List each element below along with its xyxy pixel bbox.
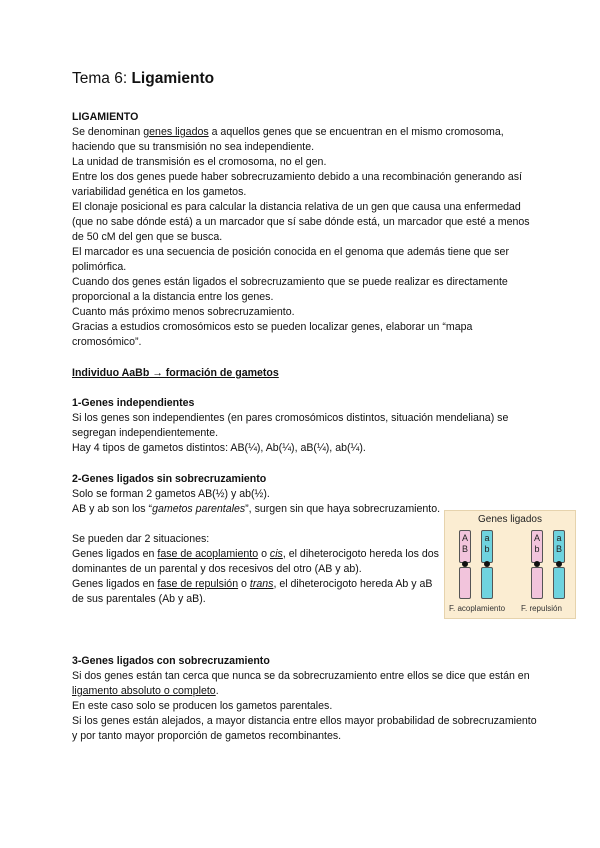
paragraph: Se denominan genes ligados a aquellos genes que se encuentran en el mismo cromosoma, haciendo que su transmisión no sea independiente. xyxy=(72,126,504,153)
paragraph: El marcador es una secuencia de posición conocida en el genoma que además tiene que ser polimórfica. xyxy=(72,246,509,273)
figure-title: Genes ligados xyxy=(478,514,542,525)
paragraph: Hay 4 tipos de gametos distintos: AB(¼), Ab(¼), aB(¼), ab(¼). xyxy=(72,442,366,454)
subsection-heading: 3-Genes ligados con sobrecruzamiento xyxy=(72,655,270,667)
paragraph: Genes ligados en fase de repulsión o trans, el diheterocigoto hereda Ab y aB de sus parentales (Ab y aB). xyxy=(72,578,433,605)
section-gametos xyxy=(72,366,542,381)
paragraph: Si dos genes están tan cerca que nunca se da sobrecruzamiento entre ellos se dice que están en ligamento absoluto o completo. xyxy=(72,670,530,697)
paragraph: Genes ligados en fase de acoplamiento o cis, el diheterocigoto hereda los dos dominantes de un parental y dos recesivos del otro (AB y ab). xyxy=(72,548,439,575)
caption-repulsion: F. repulsión xyxy=(521,604,562,613)
allele-label: A xyxy=(533,533,540,543)
paragraph: Si los genes están alejados, a mayor distancia entre ellos mayor probabilidad de sobrecruzamiento y por tanto mayor proporción de gametos recombinantes. xyxy=(72,715,537,742)
subsection-independientes xyxy=(72,396,542,456)
subsection-heading: 1-Genes independientes xyxy=(72,397,195,409)
page-title: Tema 6: Ligamiento xyxy=(72,70,215,87)
allele-label: B xyxy=(555,544,562,554)
allele-label: a xyxy=(556,533,562,543)
paragraph: Cuando dos genes están ligados el sobrecruzamiento que se puede realizar es directamente proporcional a la distancia entre los genes. xyxy=(72,276,508,303)
chromosome-arm-lower xyxy=(553,567,565,599)
paragraph: Gracias a estudios cromosómicos esto se pueden localizar genes, elaborar un “mapa cromosómico”. xyxy=(72,321,473,348)
allele-label: b xyxy=(484,544,490,554)
allele-label: b xyxy=(534,544,540,554)
paragraph: En este caso solo se producen los gametos parentales. xyxy=(72,700,333,712)
genes-ligados-figure xyxy=(444,510,576,619)
subsection-con-sobrecruzamiento xyxy=(72,654,542,744)
paragraph: Se pueden dar 2 situaciones: xyxy=(72,533,210,545)
spacer xyxy=(72,517,442,532)
caption-acoplamiento: F. acoplamiento xyxy=(449,604,506,613)
allele-label: B xyxy=(461,544,468,554)
section-heading: LIGAMIENTO xyxy=(72,111,139,123)
chromosome-arm-lower xyxy=(459,567,471,599)
paragraph: AB y ab son los “gametos parentales”, surgen sin que haya sobrecruzamiento. xyxy=(72,503,441,515)
paragraph: Solo se forman 2 gametos AB(½) y ab(½). xyxy=(72,488,270,500)
paragraph: El clonaje posicional es para calcular la distancia relativa de un gen que causa una enfermedad (que no sabe dónde está) a un marcador que sí sabe dónde está, un marcador que esté a menos de 50 cM del gen que se busca. xyxy=(72,201,530,243)
allele-label: A xyxy=(461,533,468,543)
paragraph: Si los genes son independientes (en pares cromosómicos distintos, situación mendeliana) se segregan independientemente. xyxy=(72,412,509,439)
section-ligamiento xyxy=(72,110,542,350)
subsection-heading: 2-Genes ligados sin sobrecruzamiento xyxy=(72,473,267,485)
section-heading: Individuo AaBb → formación de gametos xyxy=(72,367,279,379)
paragraph: La unidad de transmisión es el cromosoma, no el gen. xyxy=(72,156,327,168)
subsection-sin-sobrecruzamiento xyxy=(72,472,442,607)
paragraph: Cuanto más próximo menos sobrecruzamiento. xyxy=(72,306,295,318)
chromosome-arm-lower xyxy=(531,567,543,599)
paragraph: Entre los dos genes puede haber sobrecruzamiento debido a una recombinación generando así variabilidad genética en los gametos. xyxy=(72,171,522,198)
allele-label: a xyxy=(484,533,490,543)
chromosome-arm-lower xyxy=(481,567,493,599)
